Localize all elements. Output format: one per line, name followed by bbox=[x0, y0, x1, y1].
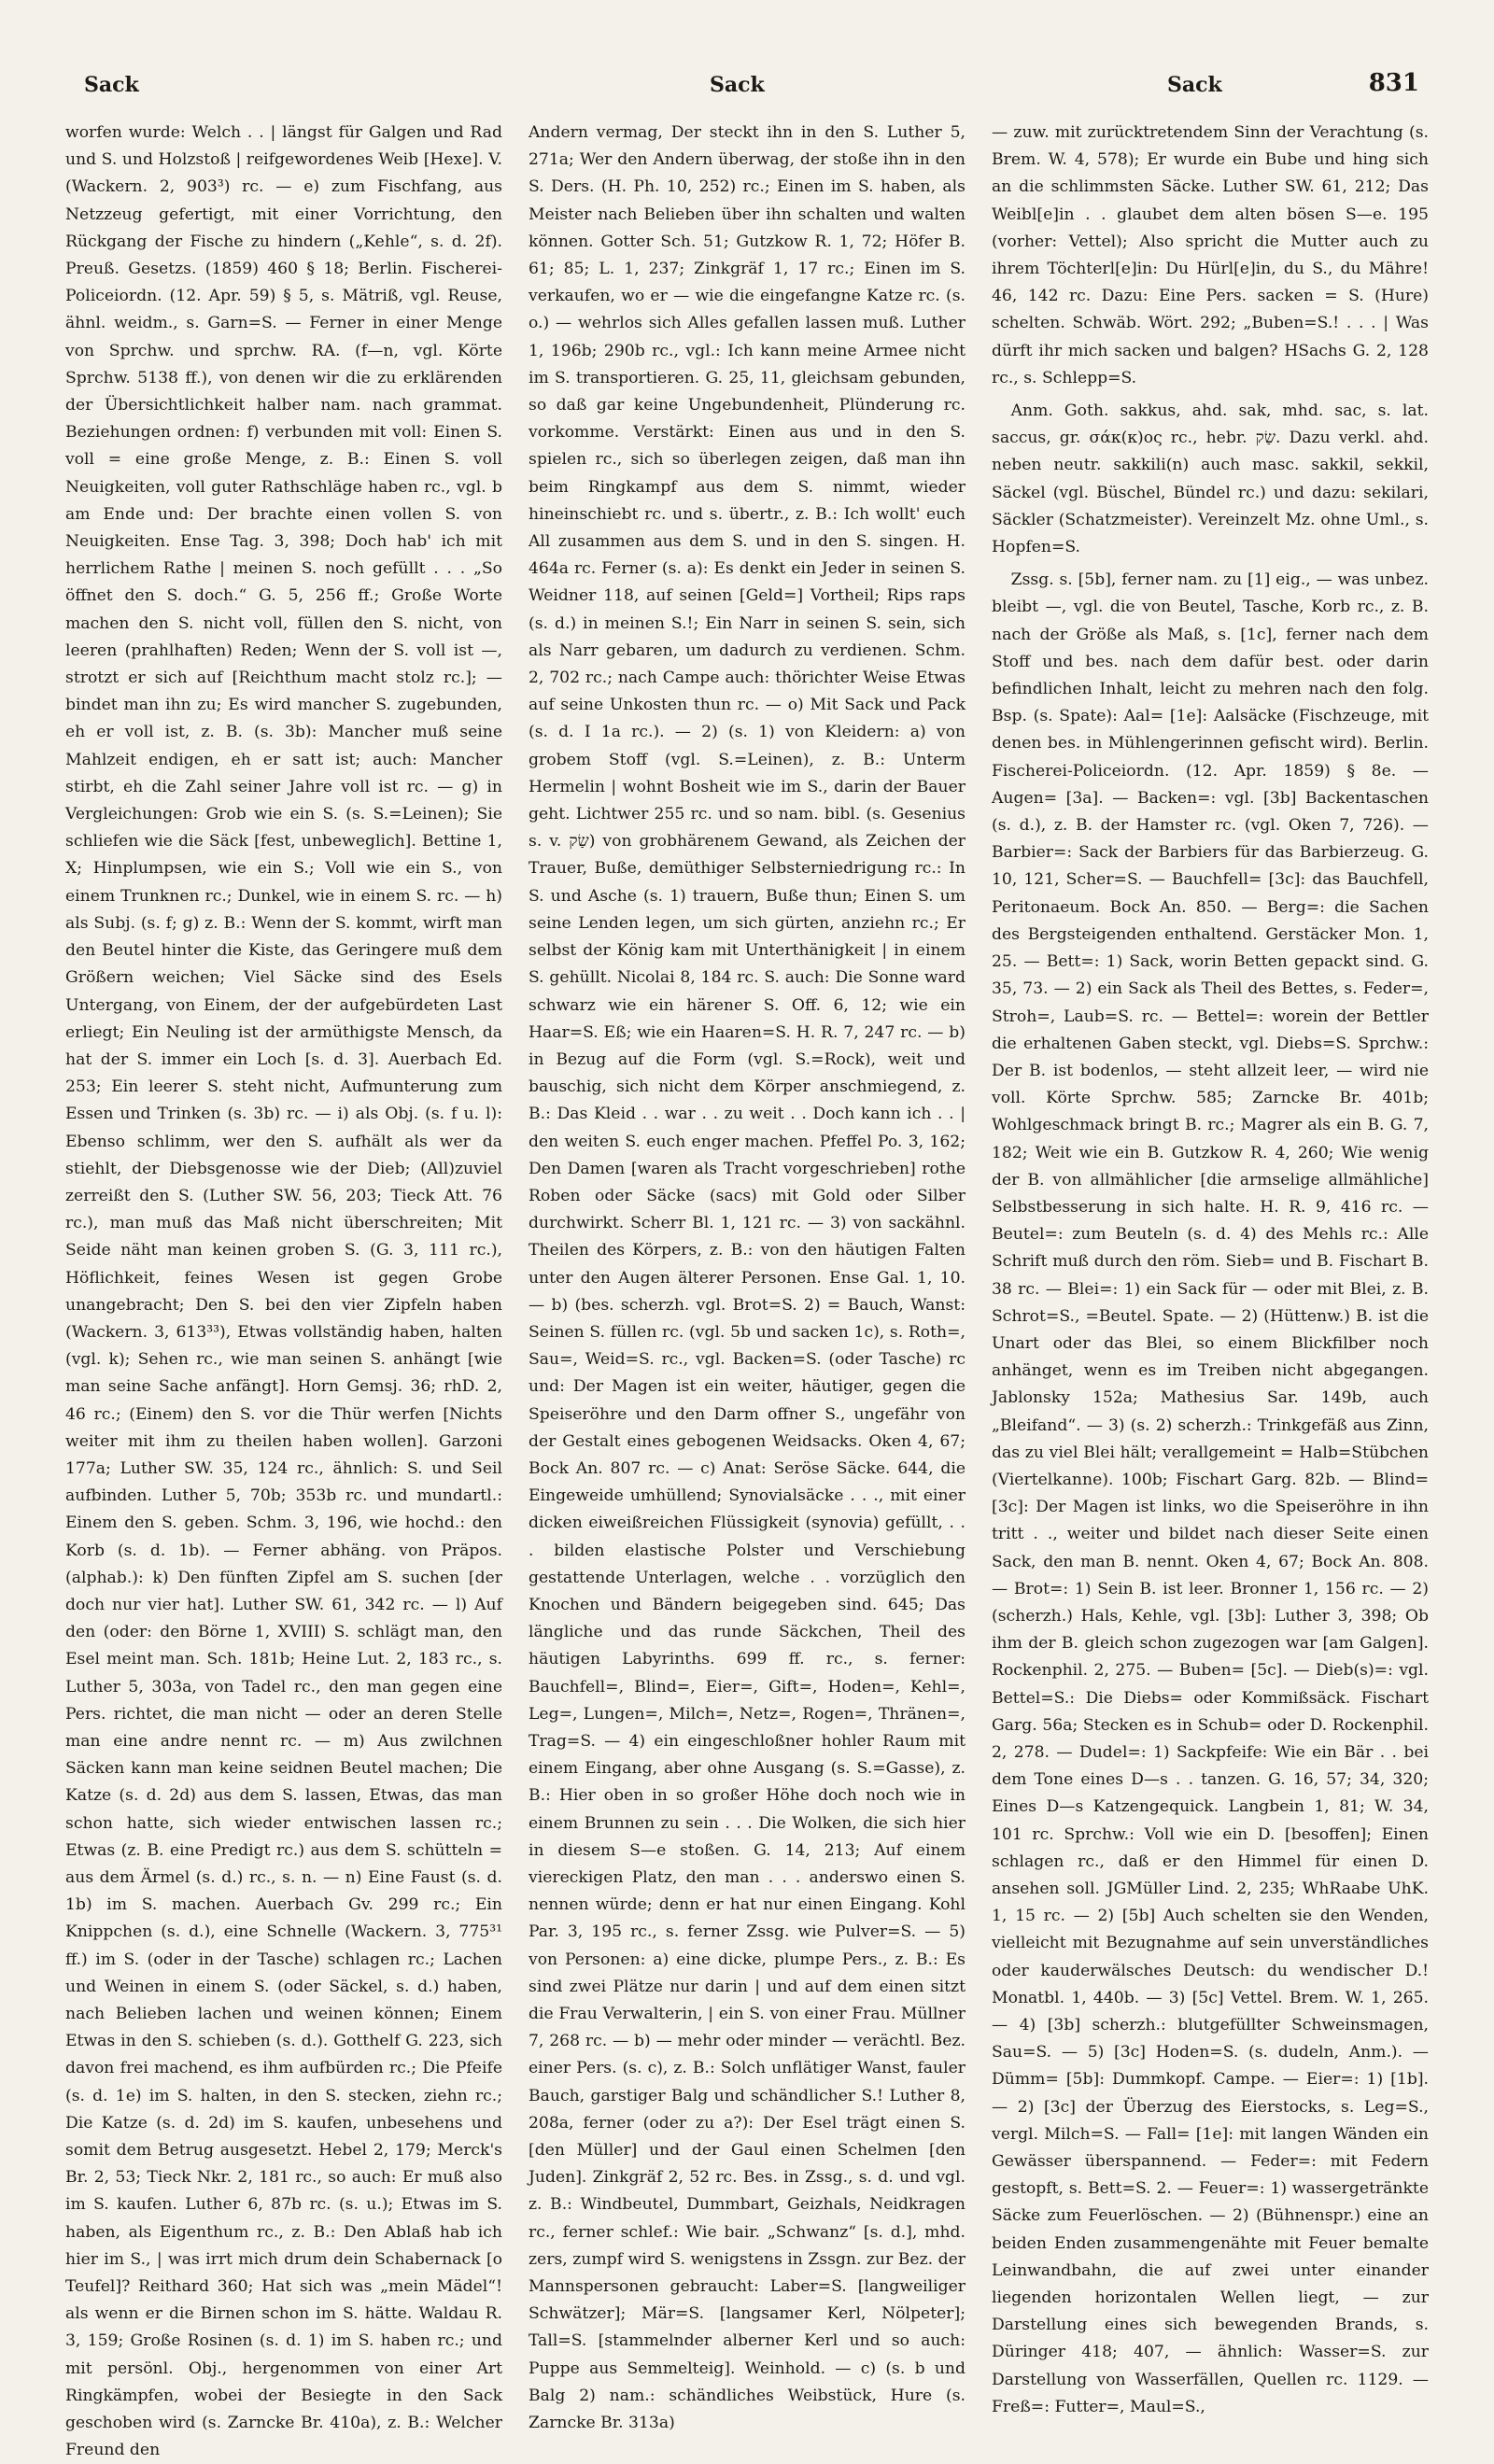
column-left bbox=[65, 120, 502, 2460]
column-middle bbox=[529, 120, 966, 2433]
column-right bbox=[992, 120, 1430, 2416]
column-paragraph: Anm. Goth. sakkus, ahd. sak, mhd. sac, s. lat. saccus, gr. σάκ(κ)ος rc., hebr. שַׂק. Dazu verkl. ahd. neben neutr. sakkili(n) auch masc. sakkil, sekkil, Säckel (vgl. Büschel, Bündel rc.) und dazu: sekilari, Säckler (Schatzmeister). Vereinzelt Mz. ohne Uml., s. Hopfen=S. bbox=[992, 401, 1430, 557]
running-head bbox=[65, 65, 1429, 106]
running-head-right: Sack bbox=[1167, 73, 1222, 97]
running-head-center: Sack bbox=[710, 73, 765, 97]
running-head-left: Sack bbox=[84, 73, 139, 97]
column-paragraph: Andern vermag, Der steckt ihn in den S. Luther 5, 271a; Wer den Andern überwag, der stoße ihn in den S. Ders. (H. Ph. 10, 252) rc.; Einen im S. haben, als Meister nach Belieben über ihn schalten und walten können. Gotter Sch. 51; Gutzkow R. 1, 72; Höfer B. 61; 85; L. 1, 237; Zinkgräf 1, 17 rc.; Einen im S. verkaufen, wo er — wie die eingefangne Katze rc. (s. o.) — wehrlos sich Alles gefallen lassen muß. Luther 1, 196b; 290b rc., vgl.: Ich kann meine Armee nicht im S. transportieren. G. 25, 11, gleichsam gebunden, so daß gar keine Ungebundenheit, Plünderung rc. vorkomme. Verstärkt: Einen aus und in den S. spielen rc., sich so überlegen zeigen, daß man ihn beim Ringkampf aus dem S. nimmt, wieder hineinschiebt rc. und s. übertr., z. B.: Ich wollt' euch All zusammen aus dem S. und in den S. singen. H. 464a rc. Ferner (s. a): Es denkt ein Jeder in seinen S. Weidner 118, auf seinen [Geld=] Vortheil; Rips raps (s. d.) in meinen S.!; Ein Narr in seinen S. sein, sich als Narr gebaren, um dadurch zu verdienen. Schm. 2, 702 rc.; nach Campe auch: thörichter Weise Etwas auf seine Unkosten thun rc. — o) Mit Sack und Pack (s. d. I 1a rc.). — 2) (s. 1) von Kleidern: a) von grobem Stoff (vgl. S.=Leinen), z. B.: Unterm Hermelin | wohnt Bosheit wie im S., darin der Bauer geht. Lichtwer 255 rc. und so nam. bibl. (s. Gesenius s. v. שַׂק) von grobhärenem Gewand, als Zeichen der Trauer, Buße, demüthiger Selbsterniedrigung rc.: In S. und Asche (s. 1) trauern, Buße thun; Einen S. um seine Lenden legen, um sich gürten, anziehn rc.; Er selbst der König kam mit Unterthänigkeit | in einem S. gehüllt. Nicolai 8, 184 rc. S. auch: Die Sonne ward schwarz wie ein härener S. Off. 6, 12; wie ein Haar=S. Eß; wie ein Haaren=S. H. R. 7, 247 rc. — b) in Bezug auf die Form (vgl. S.=Rock), weit und bauschig, sich nicht dem Körper anschmiegend, z. B.: Das Kleid . . war . . zu weit . . Doch kann ich . . | den weiten S. euch enger machen. Pfeffel Po. 3, 162; Den Damen [waren als Tracht vorgeschrieben] rothe Roben oder Säcke (sacs) mit Gold oder Silber durchwirkt. Scherr Bl. 1, 121 rc. — 3) von sackähnl. Theilen des Körpers, z. B.: von den häutigen Falten unter den Augen älterer Personen. Ense Gal. 1, 10. — b) (bes. scherzh. vgl. Brot=S. 2) = Bauch, Wanst: Seinen S. füllen rc. (vgl. 5b und sacken 1c), s. Roth=, Sau=, Weid=S. rc., vgl. Backen=S. (oder Tasche) rc und: Der Magen ist ein weiter, häutiger, gegen die Speiseröhre und den Darm offner S., ungefähr von der Gestalt eines gebogenen Weidsacks. Oken 4, 67; Bock An. 807 rc. — c) Anat: Seröse Säcke. 644, die Eingeweide umhüllend; Synovialsäcke . . ., mit einer dicken eiweißreichen Flüssigkeit (synovia) gefüllt, . . . bilden elastische Polster und Verschiebung gestattende Unterlagen, welche . . vorzüglich den Knochen und Bändern beigegeben sind. 645; Das längliche und das runde Säckchen, Theil des häutigen Labyrinths. 699 ff. rc., s. ferner: Bauchfell=, Blind=, Eier=, Gift=, Hoden=, Kehl=, Leg=, Lungen=, Milch=, Netz=, Rogen=, Thränen=, Trag=S. — 4) ein eingeschloßner hohler Raum mit einem Eingang, aber ohne Ausgang (s. S.=Gasse), z. B.: Hier oben in so großer Höhe doch noch wie in einem Brunnen zu sein . . . Die Wolken, die sich hier in diesem S—e stoßen. G. 14, 213; Auf einem viereckigen Platz, den man . . . anderswo einen S. nennen würde; denn er hat nur einen Eingang. Kohl Par. 3, 195 rc., s. ferner Zssg. wie Pulver=S. — 5) von Personen: a) eine dicke, plumpe Pers., z. B.: Es sind zwei Plätze nur darin | und auf dem einen sitzt die Frau Verwalterin, | ein S. von einer Frau. Müllner 7, 268 rc. — b) — mehr oder minder — verächtl. Bez. einer Pers. (s. c), z. B.: Solch unflätiger Wanst, fauler Bauch, garstiger Balg und schändlicher S.! Luther 8, 208a, ferner (oder zu a?): Der Esel trägt einen S. [den Müller] und der Gaul einen Schelmen [den Juden]. Zinkgräf 2, 52 rc. Bes. in Zssg., s. d. und vgl. z. B.: Windbeutel, Dummbart, Geizhals, Neidkragen rc., ferner schlef.: Wie bair. „Schwanz“ [s. d.], mhd. zers, zumpf wird S. wenigstens in Zssgn. zur Bez. der Mannspersonen gebraucht: Laber=S. [langweiliger Schwätzer]; Mär=S. [langsamer Kerl, Nölpeter]; Tall=S. [stammelnder alberner Kerl und so auch: Puppe aus Semmelteig]. Weinhold. — c) (s. b und Balg 2) nam.: schändliches Weibstück, Hure (s. Zarncke Br. 313a) bbox=[529, 123, 966, 2433]
text-columns bbox=[65, 120, 1430, 2460]
page-number: 831 bbox=[1368, 69, 1419, 97]
column-paragraph: worfen wurde: Welch . . | längst für Galgen und Rad und S. und Holzstoß | reifgewordenes Weib [Hexe]. V. (Wackern. 2, 903³) rc. — e) zum Fischfang, aus Netzzeug gefertigt, mit einer Vorrichtung, den Rückgang der Fische zu hindern („Kehle“, s. d. 2f). Preuß. Gesetzs. (1859) 460 § 18; Berlin. Fischerei-Policeiordn. (12. Apr. 59) § 5, s. Mätriß, vgl. Reuse, ähnl. weidm., s. Garn=S. — Ferner in einer Menge von Sprchw. und sprchw. RA. (f—n, vgl. Körte Sprchw. 5138 ff.), von denen wir die zu erklärenden der Übersichtlichkeit halber nam. nach grammat. Beziehungen ordnen: f) verbunden mit voll: Einen S. voll = eine große Menge, z. B.: Einen S. voll Neuigkeiten, voll guter Rathschläge haben rc., vgl. b am Ende und: Der brachte einen vollen S. von Neuigkeiten. Ense Tag. 3, 398; Doch hab' ich mit herrlichem Rathe | meinen S. noch gefüllt . . . „So öffnet den S. doch.“ G. 5, 256 ff.; Große Worte machen den S. nicht voll, füllen den S. nicht, von leeren (prahlhaften) Reden; Wenn der S. voll ist —, strotzt er sich auf [Reichthum macht stolz rc.]; — bindet man ihn zu; Es wird mancher S. zugebunden, eh er voll ist, z. B. (s. 3b): Mancher muß seine Mahlzeit endigen, eh er satt ist; auch: Mancher stirbt, eh die Zahl seiner Jahre voll ist rc. — g) in Vergleichungen: Grob wie ein S. (s. S.=Leinen); Sie schliefen wie die Säck [fest, unbeweglich]. Bettine 1, X; Hinplumpsen, wie ein S.; Voll wie ein S., von einem Trunknen rc.; Dunkel, wie in einem S. rc. — h) als Subj. (s. f; g) z. B.: Wenn der S. kommt, wirft man den Beutel hinter die Kiste, das Geringere muß dem Größern weichen; Viel Säcke sind des Esels Untergang, von Einem, der der aufgebürdeten Last erliegt; Ein Neuling ist der armüthigste Mensch, da hat der S. immer ein Loch [s. d. 3]. Auerbach Ed. 253; Ein leerer S. steht nicht, Aufmunterung zum Essen und Trinken (s. 3b) rc. — i) als Obj. (s. f u. l): Ebenso schlimm, wer den S. aufhält als wer da stiehlt, der Diebsgenosse wie der Dieb; (All)zuviel zerreißt den S. (Luther SW. 56, 203; Tieck Att. 76 rc.), man muß das Maß nicht überschreiten; Mit Seide näht man keinen groben S. (G. 3, 111 rc.), Höflichkeit, feines Wesen ist gegen Grobe unangebracht; Den S. bei den vier Zipfeln haben (Wackern. 3, 613³³), Etwas vollständig haben, halten (vgl. k); Sehen rc., wie man seinen S. anhängt [wie man seine Sache anfängt]. Horn Gemsj. 36; rhD. 2, 46 rc.; (Einem) den S. vor die Thür werfen [Nichts weiter mit ihm zu theilen haben wollen]. Garzoni 177a; Luther SW. 35, 124 rc., ähnlich: S. und Seil aufbinden. Luther 5, 70b; 353b rc. und mundartl.: Einem den S. geben. Schm. 3, 196, wie hochd.: den Korb (s. d. 1b). — Ferner abhäng. von Präpos. (alphab.): k) Den fünften Zipfel am S. suchen [der doch nur vier hat]. Luther SW. 61, 342 rc. — l) Auf den (oder: den Börne 1, XVIII) S. schlägt man, den Esel meint man. Sch. 181b; Heine Lut. 2, 183 rc., s. Luther 5, 303a, von Tadel rc., den man gegen eine Pers. richtet, die man nicht — oder an deren Stelle man eine andre nennt rc. — m) Aus zwilchnen Säcken kann man keine seidnen Beutel machen; Die Katze (s. d. 2d) aus dem S. lassen, Etwas, das man schon hatte, sich wieder entwischen lassen rc.; Etwas (z. B. eine Predigt rc.) aus dem S. schütteln = aus dem Ärmel (s. d.) rc., s. n. — n) Eine Faust (s. d. 1b) im S. machen. Auerbach Gv. 299 rc.; Ein Knippchen (s. d.), eine Schnelle (Wackern. 3, 775³¹ ff.) im S. (oder in der Tasche) schlagen rc.; Lachen und Weinen in einem S. (oder Säckel, s. d.) haben, nach Belieben lachen und weinen können; Einem Etwas in den S. schieben (s. d.). Gotthelf G. 223, sich davon frei machend, es ihm aufbürden rc.; Die Pfeife (s. d. 1e) im S. halten, in den S. stecken, ziehn rc.; Die Katze (s. d. 2d) im S. kaufen, unbesehens und somit dem Betrug ausgesetzt. Hebel 2, 179; Merck's Br. 2, 53; Tieck Nkr. 2, 181 rc., so auch: Er muß also im S. kaufen. Luther 6, 87b rc. (s. u.); Etwas im S. haben, als Eigenthum rc., z. B.: Den Ablaß hab ich hier im S., | was irrt mich drum dein Schabernack [o Teufel]? Reithard 360; Hat sich was „mein Mädel“! als wenn er die Birnen schon im S. hätte. Waldau R. 3, 159; Große Rosinen (s. d. 1) im S. haben rc.; und mit persönl. Obj., hergenommen von einer Art Ringkämpfen, wobei der Besiegte in den Sack geschoben wird (s. Zarncke Br. 410a), z. B.: Welcher Freund den bbox=[65, 123, 502, 2460]
column-paragraph: — zuw. mit zurücktretendem Sinn der Verachtung (s. Brem. W. 4, 578); Er wurde ein Bube und hing sich an die schlimmsten Säcke. Luther SW. 61, 212; Das Weibl[e]in . . glaubet dem alten bösen S—e. 195 (vorher: Vettel); Also spricht die Mutter auch zu ihrem Töchterl[e]in: Du Hürl[e]in, du S., du Mähre! 46, 142 rc. Dazu: Eine Pers. sacken = S. (Hure) schelten. Schwäb. Wört. 292; „Buben=S.! . . . | Was dürft ihr mich sacken und balgen? HSachs G. 2, 128 rc., s. Schlepp=S. bbox=[992, 123, 1429, 387]
column-paragraph: Zssg. s. [5b], ferner nam. zu [1] eig., — was unbez. bleibt —, vgl. die von Beutel, Tasche, Korb rc., z. B. nach der Größe als Maß, s. [1c], ferner nach dem Stoff und bes. nach dem dafür best. oder darin befindlichen Inhalt, leicht zu mehren nach den folg. Bsp. (s. Spate): Aal= [1e]: Aalsäcke (Fischzeuge, mit denen bes. in Mühlengerinnen gefischt wird). Berlin. Fischerei-Policeiordn. (12. Apr. 1859) § 8e. — Augen= [3a]. — Backen=: vgl. [3b] Backentaschen (s. d.), z. B. der Hamster rc. (vgl. Oken 7, 726). — Barbier=: Sack der Barbiers für das Barbierzeug. G. 10, 121, Scher=S. — Bauchfell= [3c]: das Bauchfell, Peritonaeum. Bock An. 850. — Berg=: die Sachen des Bergsteigenden enthaltend. Gerstäcker Mon. 1, 25. — Bett=: 1) Sack, worin Betten gepackt sind. G. 35, 73. — 2) ein Sack als Theil des Bettes, s. Feder=, Stroh=, Laub=S. rc. — Bettel=: worein der Bettler die erhaltenen Gaben steckt, vgl. Diebs=S. Sprchw.: Der B. ist bodenlos, — steht allzeit leer, — wird nie voll. Körte Sprchw. 585; Zarncke Br. 401b; Wohlgeschmack bringt B. rc.; Magrer als ein B. G. 7, 182; Weit wie ein B. Gutzkow R. 4, 260; Wie wenig der B. von allmählicher [die armselige allmähliche] Selbstbesserung in sich halte. H. R. 9, 416 rc. — Beutel=: zum Beuteln (s. d. 4) des Mehls rc.: Alle Schrift muß durch den röm. Sieb= und B. Fischart B. 38 rc. — Blei=: 1) ein Sack für — oder mit Blei, z. B. Schrot=S., =Beutel. Spate. — 2) (Hüttenw.) B. ist die Unart oder das Blei, so einem Blickfilber noch anhänget, wenn es im Treiben nicht abgegangen. Jablonsky 152a; Mathesius Sar. 149b, auch „Bleifand“. — 3) (s. 2) scherzh.: Trinkgefäß aus Zinn, das zu viel Blei hält; verallgemeint = Halb=Stübchen (Viertelkanne). 100b; Fischart Garg. 82b. — Blind= [3c]: Der Magen ist links, wo die Speiseröhre in ihn tritt . ., weiter und bildet nach dieser Seite einen Sack, den man B. nennt. Oken 4, 67; Bock An. 808. — Brot=: 1) Sein B. ist leer. Bronner 1, 156 rc. — 2) (scherzh.) Hals, Kehle, vgl. [3b]: Luther 3, 398; Ob ihm der B. gleich schon zugezogen war [am Galgen]. Rockenphil. 2, 275. — Buben= [5c]. — Dieb(s)=: vgl. Bettel=S.: Die Diebs= oder Kommißsäck. Fischart Garg. 56a; Stecken es in Schub= oder D. Rockenphil. 2, 278. — Dudel=: 1) Sackpfeife: Wie ein Bär . . bei dem Tone eines D—s . . tanzen. G. 16, 57; 34, 320; Eines D—s Katzengequick. Langbein 1, 81; W. 34, 101 rc. Sprchw.: Voll wie ein D. [besoffen]; Einen schlagen rc., daß er den Himmel für einen D. ansehen soll. JGMüller Lind. 2, 235; WhRaabe UhK. 1, 15 rc. — 2) [5b] Auch schelten sie den Wenden, vielleicht mit Bezugnahme auf sein unverständliches oder kauderwälsches Deutsch: du wendischer D.! Monatbl. 1, 440b. — 3) [5c] Vettel. Brem. W. 1, 265. — 4) [3b] scherzh.: blutgefüllter Schweinsmagen, Sau=S. — 5) [3c] Hoden=S. (s. dudeln, Anm.). — Dümm= [5b]: Dummkopf. Campe. — Eier=: 1) [1b]. — 2) [3c] der Überzug des Eierstocks, s. Leg=S., vergl. Milch=S. — Fall= [1e]: mit langen Wänden ein Gewässer überspannend. — Feder=: mit Federn gestopft, s. Bett=S. 2. — Feuer=: 1) wassergetränkte Säcke zum Feuerlöschen. — 2) (Bühnenspr.) eine an beiden Enden zusammengenähte mit Feuer bemalte Leinwandbahn, die auf zwei unter einander liegenden horizontalen Wellen liegt, — zur Darstellung eines sich bewegenden Brands, s. Düringer 418; 407, — ähnlich: Wasser=S. zur Darstellung von Wasserfällen, Quellen rc. 1129. — Freß=: Futter=, Maul=S., bbox=[992, 570, 1429, 2416]
